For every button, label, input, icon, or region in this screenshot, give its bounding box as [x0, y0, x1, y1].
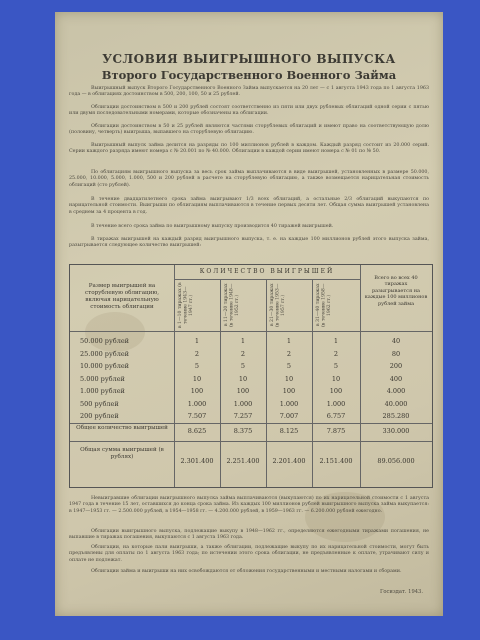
sum-row-label: Общая сумма выигрышей (в рублях): [80, 447, 164, 460]
intro-paragraph: Выигрышный выпуск займа делится на разряды по 100 миллионов рублей в каждом. Каждый разряд состоит из 20.000 серий. Серии каждого разряда имеют номера с № 20.001 по № 40.000. Облигации в каждой серии имеют номера с № 01 по № 50.: [69, 143, 429, 155]
prize-count-cell: 2: [240, 349, 246, 358]
prize-count-cell: 10: [331, 374, 341, 383]
period-header-1: в 1—10 тиражах (в течение 1943—1947 гг.): [178, 282, 194, 328]
intro-paragraph: В течение всего срока займа по выигрышному выпуску производится 40 тиражей выигрышей.: [91, 224, 334, 229]
prize-size-cell: 1.000 рублей: [80, 387, 125, 395]
count-row-label: Общее количество выигрышей: [76, 425, 168, 431]
sum-value: 2.301.400: [180, 457, 214, 465]
prize-count-cell: 10: [192, 374, 202, 383]
intro-paragraph: Облигации достоинством в 50 и 25 рублей являются частями сторублевых облигаций и имеют право на соответствующую долю (половину, четверть) выигрыша, выпавшего на сторублевую облигацию.: [69, 124, 429, 136]
count-value: 8.375: [233, 427, 253, 435]
publisher-signature: Госиздат. 1943.: [379, 589, 423, 595]
closing-paragraph: Невыигравшие облигации выигрышного выпуска займа выплачиваются (выкупаются) по их нарицательной стоимости с 1 августа 1947 года в течение 15 лет, оставшихся до конца срока займа. Из каждых 100 миллионов рублей выигрышного выпуска займа выкупается: в 1947—1953 гг. — 2.500.000 рублей, в 1954—1958 гг. — 4.200.000 рублей, в 1959—1963 гг. — 6.200.000 рублей ежегодно.: [69, 496, 429, 514]
prize-total-cell: 40: [391, 337, 401, 345]
count-value: 330.000: [382, 427, 410, 435]
size-column-header: Размер выигрышей на сторублевую облигацию, включая нарицательную стоимость облигации: [84, 283, 160, 310]
closing-paragraph: Облигации выигрышного выпуска, подлежащие выкупу в 1948—1962 гг., определяются ежегодными тиражами погашения, не выпавшие в тиражах погашения, выкупаются с 1 августа 1963 года.: [69, 529, 429, 541]
count-value: 7.875: [326, 427, 346, 435]
period-header-3: в 21—30 тиражах (в течение 1953—1957 гг.): [270, 283, 286, 327]
prize-count-cell: 5: [240, 362, 246, 370]
prize-table: [69, 264, 433, 488]
prize-total-cell: 285.280: [382, 412, 410, 420]
document-subtitle: Второго Государственного Военного Займа: [101, 68, 397, 82]
closing-paragraph: Облигации, на которые пали выигрыши, а также облигации, подлежащие выкупу по их нарицательной стоимости, могут быть предъявлены для оплаты по 1 августа 1963 года; по истечении этого срока облигации, не предъявленные к оплате, утрачивают силу и оплате не подлежат.: [69, 545, 429, 563]
prize-count-cell: 100: [236, 387, 250, 395]
prize-count-cell: 2: [333, 349, 339, 358]
sum-value: 89.056.000: [377, 457, 415, 465]
prize-count-cell: 5: [333, 362, 339, 370]
prize-count-cell: 1.000: [326, 399, 346, 408]
prize-count-cell: 100: [190, 387, 204, 395]
prize-count-cell: 7.257: [233, 412, 253, 420]
count-value: 8.125: [279, 427, 299, 435]
sum-value: 2.201.400: [272, 457, 306, 465]
prize-count-cell: 2: [286, 349, 292, 358]
intro-paragraph: Облигации достоинством в 500 и 200 рублей состоят соответственно из пяти или двух рублевых облигаций одной серии с пятью или двумя последовательными номерами, которые обозначены на облигации.: [69, 105, 429, 117]
bond-conditions-sheet: [55, 12, 443, 616]
prize-count-cell: 7.507: [187, 412, 207, 420]
prize-size-cell: 25.000 рублей: [80, 349, 130, 358]
document-title: УСЛОВИЯ ВЫИГРЫШНОГО ВЫПУСКА: [102, 52, 396, 66]
prize-count-cell: 1.000: [279, 399, 299, 408]
count-group-header: КОЛИЧЕСТВО ВЫИГРЫШЕЙ: [199, 268, 335, 275]
prize-count-cell: 100: [329, 387, 343, 395]
intro-paragraph: По облигациям выигрышного выпуска за весь срок займа выплачиваются в виде выигрышей, установленных в размере 50.000, 25.000, 10.000, 5.000, 1.000, 500 и 200 рублей в расчете на сторублевую облигацию, а также возмещается нарицательная стоимость облигаций (сто рублей).: [69, 170, 429, 188]
prize-count-cell: 1: [333, 337, 339, 345]
sum-value: 2.251.400: [226, 457, 260, 465]
prize-count-cell: 100: [282, 387, 296, 395]
prize-total-cell: 4.000: [386, 387, 406, 395]
intro-paragraph: Выигрышный выпуск Второго Государственного Военного Займа выпускается на 20 лет — с 1 августа 1943 года по 1 августа 1963 года — в облигациях достоинством в 500, 200, 100, 50 и 25 рублей.: [69, 86, 429, 98]
prize-size-cell: 50.000 рублей: [80, 337, 130, 345]
intro-paragraph: В течение двадцатилетнего срока займа выигрывают 1/3 всех облигаций, а остальные 2/3 облигаций выкупаются по нарицательной стоимости. Выигрыши по облигациям выплачиваются в течение первых десяти лет. Общая сумма выигрышей установлена в среднем за 4 процента в год.: [69, 197, 429, 215]
prize-total-cell: 400: [389, 374, 403, 383]
prize-size-cell: 10.000 рублей: [80, 362, 130, 370]
prize-count-cell: 5: [194, 362, 200, 370]
prize-count-cell: 10: [238, 374, 248, 383]
prize-count-cell: 2: [194, 349, 200, 358]
prize-size-cell: 5.000 рублей: [80, 374, 125, 383]
prize-size-cell: 200 рублей: [80, 412, 119, 420]
prize-total-cell: 200: [389, 362, 403, 370]
prize-count-cell: 1.000: [187, 399, 207, 408]
prize-count-cell: 5: [286, 362, 292, 370]
sum-value: 2.151.400: [319, 457, 353, 465]
prize-total-cell: 80: [391, 349, 401, 358]
prize-count-cell: 7.007: [279, 412, 299, 420]
prize-count-cell: 1: [240, 337, 246, 345]
closing-paragraph: Облигации займа и выигрыши на них освобождаются от обложения государственными и местными налогами и сборами.: [91, 569, 402, 574]
prize-count-cell: 1.000: [233, 399, 253, 408]
prize-count-cell: 10: [284, 374, 294, 383]
period-header-4: в 31—40 тиражах (в течение 1958—1962 гг.): [316, 283, 332, 327]
prize-count-cell: 1: [286, 337, 292, 345]
prize-total-cell: 40.000: [384, 399, 408, 408]
period-header-2: в 11—20 тиражах (в течение 1948—1952 гг.): [224, 283, 240, 327]
intro-paragraph: В тиражах выигрышей на каждый разряд выигрышного выпуска, т. е. на каждые 100 миллионов рублей этого выпуска займа, разыгрывается следующее количество выигрышей:: [69, 237, 429, 249]
count-value: 8.625: [187, 427, 207, 435]
prize-size-cell: 500 рублей: [80, 399, 119, 408]
prize-count-cell: 1: [194, 337, 200, 345]
prize-count-cell: 6.757: [326, 412, 346, 420]
total-column-header: Всего во всех 40 тиражах разыгрывается на каждые 100 миллионов рублей займа: [364, 275, 428, 307]
